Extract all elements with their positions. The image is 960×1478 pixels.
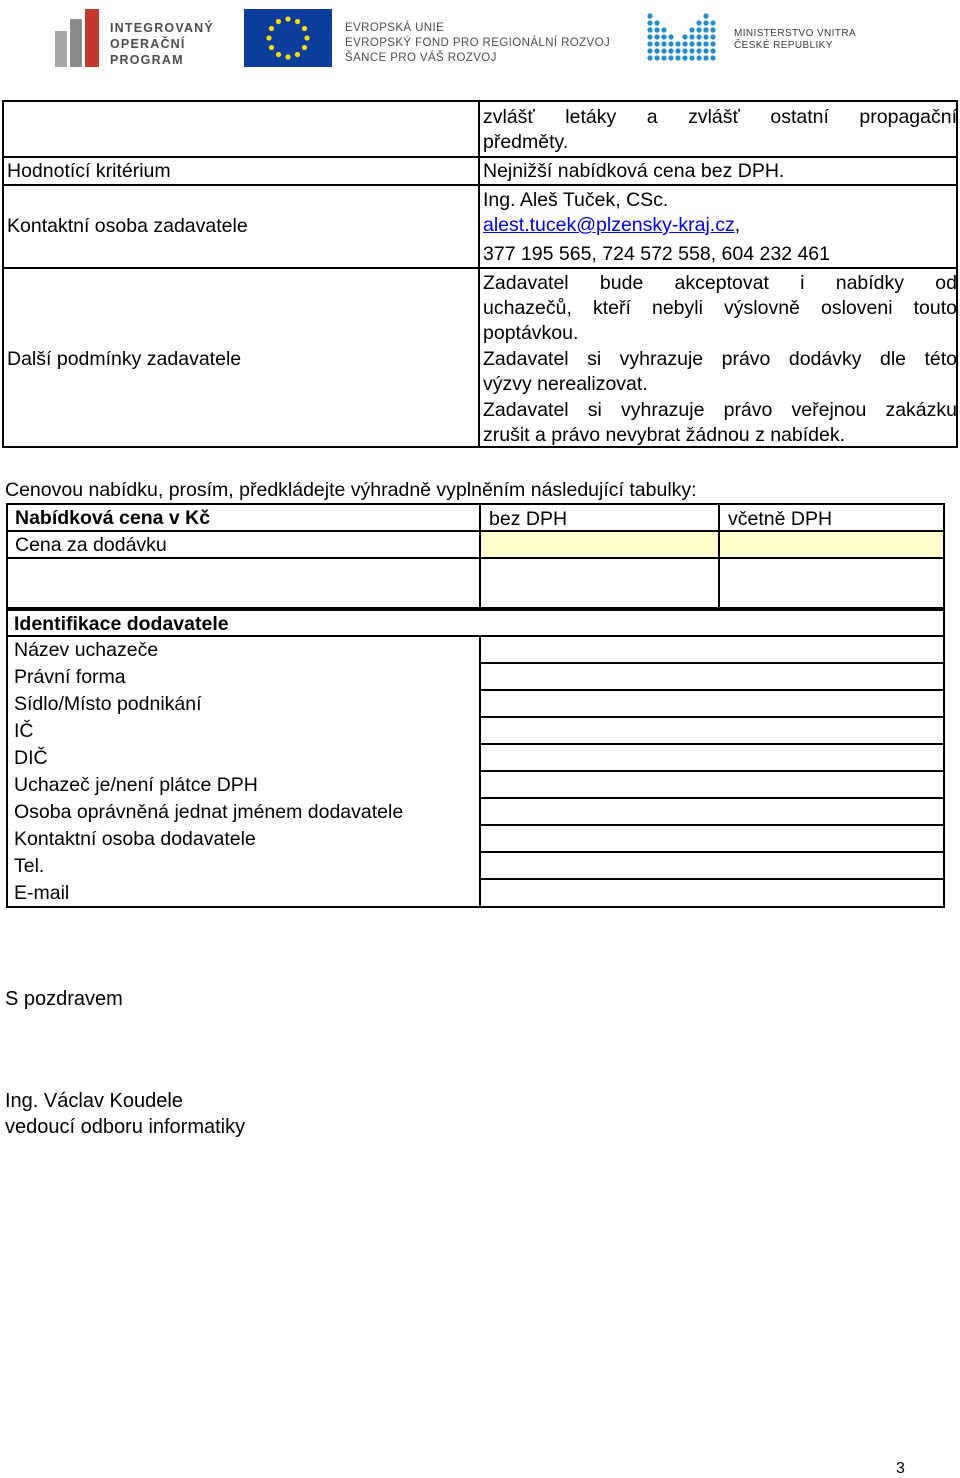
mv-line-1: MINISTERSTVO VNITRA — [734, 28, 857, 39]
contact-email-link[interactable]: alest.tucek@plzensky-kraj.cz — [483, 214, 735, 236]
price-header-label: Nabídková cena v Kč — [15, 507, 211, 529]
info-row-divider — [4, 184, 956, 186]
info-row-divider — [4, 267, 956, 269]
price-with-vat-input[interactable] — [718, 530, 945, 559]
supplier-table — [6, 609, 945, 908]
supplier-label-ic: IČ — [14, 720, 34, 742]
eu-logo — [244, 9, 644, 67]
supplier-row-divider — [481, 689, 943, 691]
iop-line-1: INTEGROVANÝ — [110, 21, 214, 35]
contact-email-line — [483, 213, 957, 238]
supplier-row-divider — [481, 851, 943, 853]
supplier-row-divider — [481, 743, 943, 745]
iop-logo-text — [110, 20, 214, 68]
iop-logo-mark — [55, 9, 105, 67]
price-col-with-vat: včetně DPH — [728, 508, 833, 530]
header-logos — [0, 0, 960, 75]
conditions-line-3: poptávkou. — [483, 322, 579, 344]
offer-heading: Cenovou nabídku, prosím, předkládejte výhradně vyplněním následující tabulky: — [5, 479, 697, 501]
supplier-label-dic: DIČ — [14, 747, 48, 769]
supplier-label-email: E-mail — [14, 882, 70, 904]
supplier-label-name: Název uchazeče — [14, 639, 159, 661]
supplier-title: Identifikace dodavatele — [14, 613, 229, 635]
conditions-line-1: Zadavatel bude akceptovat i nabídky od — [483, 272, 957, 294]
eu-line-3: ŠANCE PRO VÁŠ ROZVOJ — [345, 52, 497, 64]
iop-logo — [55, 9, 225, 67]
eu-logo-text — [345, 21, 610, 66]
eu-line-1: EVROPSKÁ UNIE — [345, 22, 445, 34]
signatory-name: Ing. Václav Koudele — [5, 1090, 183, 1112]
supplier-label-vat-payer: Uchazeč je/není plátce DPH — [14, 774, 258, 796]
iop-line-2: OPERAČNÍ — [110, 37, 186, 51]
conditions-line-2: uchazečů, kteří nebyli výslovně osloveni touto — [483, 297, 957, 319]
conditions-line-4: Zadavatel si vyhrazuje právo dodávky dle této — [483, 348, 957, 370]
contact-name: Ing. Aleš Tuček, CSc. — [483, 189, 669, 211]
contact-phones: 377 195 565, 724 572 558, 604 232 461 — [483, 243, 830, 265]
supplier-row-divider — [481, 878, 943, 880]
info-continued-line-2: předměty. — [483, 131, 569, 153]
eu-line-2: EVROPSKÝ FOND PRO REGIONÁLNÍ ROZVOJ — [345, 37, 611, 49]
supplier-label-legal-form: Právní forma — [14, 666, 126, 688]
iop-line-3: PROGRAM — [110, 53, 184, 67]
closing-greeting: S pozdravem — [5, 988, 123, 1010]
mv-logo-mark — [646, 10, 722, 62]
price-row-label-cell — [6, 530, 481, 559]
price-empty-cell — [6, 557, 481, 609]
info-table — [2, 100, 958, 448]
supplier-row-divider — [481, 824, 943, 826]
conditions-line-6: Zadavatel si vyhrazuje právo veřejnou zakázku — [483, 399, 957, 421]
mv-logo — [646, 10, 906, 65]
mv-logo-text — [734, 28, 856, 52]
signatory-role: vedoucí odboru informatiky — [5, 1116, 246, 1138]
price-col-without-vat: bez DPH — [489, 508, 568, 530]
price-empty-cell — [718, 557, 945, 609]
contact-email-suffix: , — [734, 214, 741, 236]
supplier-label-contact-person: Kontaktní osoba dodavatele — [14, 828, 256, 850]
page-number: 3 — [896, 1460, 905, 1477]
info-continued-line-1: zvlášť letáky a zvlášť ostatní propagační — [483, 106, 957, 128]
criterion-label: Hodnotící kritérium — [7, 160, 171, 182]
criterion-value: Nejnižší nabídková cena bez DPH. — [483, 160, 785, 182]
price-header-without-vat-cell — [479, 503, 720, 532]
conditions-line-5: výzvy nerealizovat. — [483, 373, 648, 395]
conditions-line-7: zrušit a právo nevybrat žádnou z nabídek. — [483, 424, 846, 446]
price-row-label: Cena za dodávku — [15, 534, 167, 556]
price-empty-cell — [479, 557, 720, 609]
supplier-label-phone: Tel. — [14, 855, 45, 877]
price-header-label-cell — [6, 503, 481, 532]
price-header-with-vat-cell — [718, 503, 945, 532]
eu-flag-icon — [244, 9, 332, 67]
supplier-label-authorized-person: Osoba oprávněná jednat jménem dodavatele — [14, 801, 404, 823]
supplier-row-divider — [481, 797, 943, 799]
supplier-row-divider — [481, 662, 943, 664]
supplier-row-divider — [481, 716, 943, 718]
price-table — [6, 503, 945, 608]
info-row-divider — [4, 156, 956, 158]
price-without-vat-input[interactable] — [479, 530, 720, 559]
contact-label: Kontaktní osoba zadavatele — [7, 215, 248, 237]
supplier-row-divider — [481, 770, 943, 772]
mv-line-2: ČESKÉ REPUBLIKY — [734, 40, 833, 51]
supplier-label-address: Sídlo/Místo podnikání — [14, 693, 202, 715]
info-column-divider — [478, 102, 480, 446]
conditions-label: Další podmínky zadavatele — [7, 348, 242, 370]
